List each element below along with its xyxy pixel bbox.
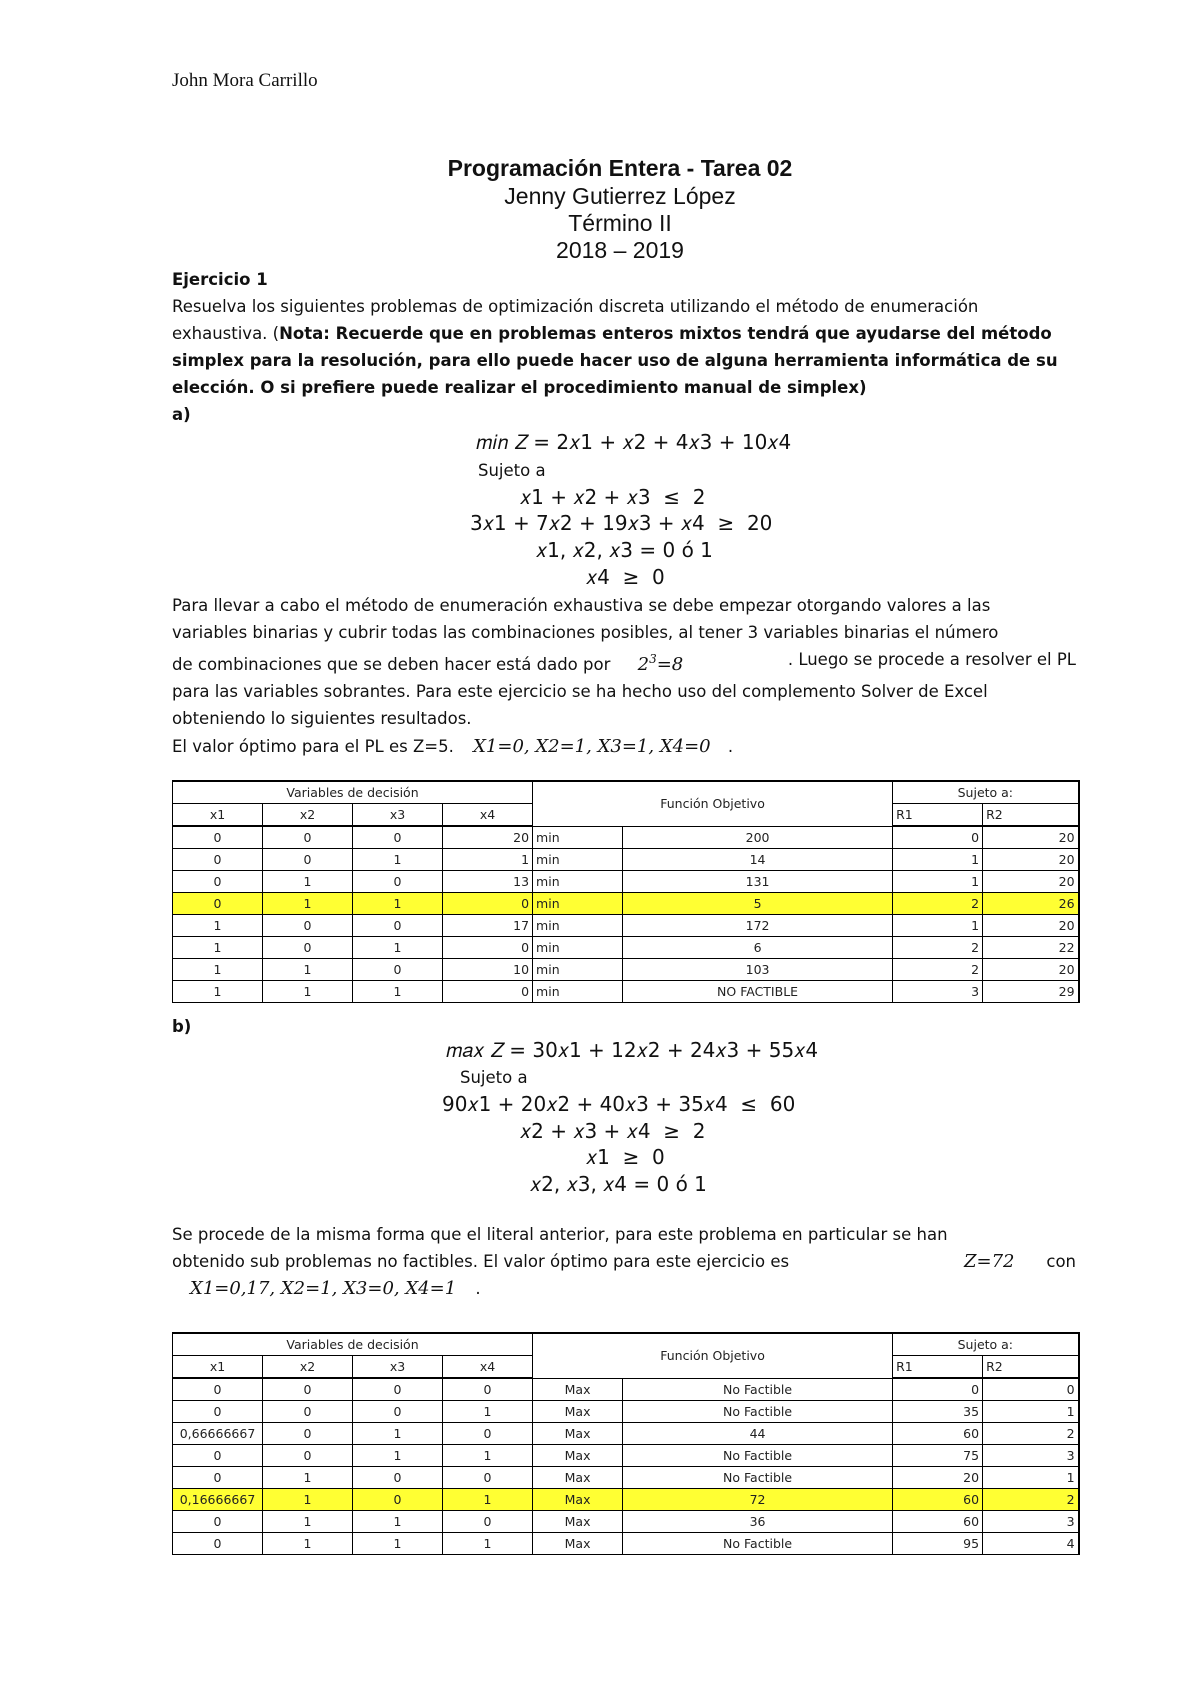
cell-sense: min [533,937,623,959]
cell-sense: Max [533,1467,623,1489]
cell-x4: 0 [443,1378,533,1401]
results-table-b [172,1332,1080,1555]
header-subject: Sujeto a: [893,781,1079,804]
table-row [173,1489,1079,1511]
column-header: x2 [263,1356,353,1379]
cell-x1: 1 [173,981,263,1003]
column-header: x3 [353,1356,443,1379]
cell-r1: 35 [893,1401,983,1423]
paragraph-text: obtenido sub problemas no factibles. El valor óptimo para este ejercicio es [172,1252,790,1271]
cell-objective: 14 [623,849,893,871]
cell-x2: 1 [263,959,353,981]
cell-r2: 0 [983,1378,1079,1401]
cell-x2: 1 [263,1533,353,1555]
cell-r1: 0 [893,1378,983,1401]
cell-r1: 60 [893,1489,983,1511]
paragraph-text: con [1046,1252,1076,1271]
cell-x4: 0 [443,981,533,1003]
optimal-solution: 𝑋1=0, 𝑋2=1, 𝑋3=1, 𝑋4=0 [473,736,711,757]
cell-x3: 0 [353,871,443,893]
cell-x1: 0 [173,1401,263,1423]
cell-x2: 1 [263,1467,353,1489]
cell-x3: 0 [353,959,443,981]
cell-r2: 3 [983,1445,1079,1467]
table-row [173,1445,1079,1467]
cell-x1: 0 [173,826,263,849]
model-b-constraint-3: 𝑥1 ≥ 0 [586,1145,665,1169]
cell-r1: 2 [893,893,983,915]
cell-objective: 131 [623,871,893,893]
optimal-z: 𝑍=72 [964,1251,1015,1272]
cell-r2: 2 [983,1423,1079,1445]
cell-x3: 0 [353,826,443,849]
cell-x1: 0 [173,893,263,915]
cell-x4: 10 [443,959,533,981]
column-header: R2 [983,1356,1079,1379]
paragraph-text: . Luego se procede a resolver el PL [787,650,1076,669]
cell-x1: 0,66666667 [173,1423,263,1445]
cell-sense: Max [533,1445,623,1467]
exercise-intro [172,293,1076,401]
cell-x4: 1 [443,1445,533,1467]
cell-x1: 0 [173,1511,263,1533]
cell-r2: 3 [983,1511,1079,1533]
cell-objective: NO FACTIBLE [623,981,893,1003]
cell-x1: 0 [173,849,263,871]
paragraph-text: de combinaciones que se deben hacer está dado por [172,655,611,674]
cell-x4: 1 [443,1489,533,1511]
table-row [173,893,1079,915]
cell-x4: 0 [443,1467,533,1489]
author-name: John Mora Carrillo [172,70,318,91]
cell-x2: 0 [263,1401,353,1423]
paragraph-line [172,646,1076,678]
cell-x1: 0 [173,1533,263,1555]
table-row [173,959,1079,981]
model-a-constraint-2: 3𝑥1 + 7𝑥2 + 19𝑥3 + 𝑥4 ≥ 20 [470,511,773,535]
cell-r2: 4 [983,1533,1079,1555]
cell-sense: Max [533,1423,623,1445]
cell-r1: 1 [893,915,983,937]
cell-x2: 1 [263,1489,353,1511]
cell-r2: 1 [983,1467,1079,1489]
period: . [475,1279,481,1298]
cell-x2: 0 [263,826,353,849]
table-header-row [173,1333,1079,1356]
cell-r1: 0 [893,826,983,849]
cell-x3: 0 [353,1378,443,1401]
paragraph-line: Para llevar a cabo el método de enumeración exhaustiva se debe empezar otorgando valores a las [172,596,991,615]
cell-r1: 75 [893,1445,983,1467]
cell-r1: 1 [893,849,983,871]
cell-x2: 1 [263,981,353,1003]
header-objective: Función Objetivo [533,1333,893,1378]
model-b-constraint-1: 90𝑥1 + 20𝑥2 + 40𝑥3 + 35𝑥4 ≤ 60 [442,1092,796,1116]
cell-x3: 1 [353,1423,443,1445]
cell-x2: 0 [263,1445,353,1467]
method-paragraph [172,592,1076,732]
model-b-subject: Sujeto a [460,1068,528,1087]
cell-sense: Max [533,1511,623,1533]
cell-r2: 20 [983,826,1079,849]
cell-x2: 0 [263,915,353,937]
cell-objective: 72 [623,1489,893,1511]
cell-x1: 0,16666667 [173,1489,263,1511]
cell-x3: 1 [353,937,443,959]
table-row [173,849,1079,871]
cell-r2: 20 [983,849,1079,871]
cell-x3: 1 [353,1445,443,1467]
column-header: R1 [893,1356,983,1379]
cell-x2: 1 [263,871,353,893]
cell-x1: 0 [173,1445,263,1467]
column-header: x4 [443,804,533,827]
cell-r1: 60 [893,1423,983,1445]
years: 2018 – 2019 [556,237,684,263]
cell-sense: min [533,915,623,937]
model-a-constraint-4: 𝑥4 ≥ 0 [586,565,665,589]
cell-r2: 2 [983,1489,1079,1511]
cell-objective: No Factible [623,1533,893,1555]
table-row [173,1423,1079,1445]
cell-objective: 5 [623,893,893,915]
cell-x2: 0 [263,1378,353,1401]
cell-x2: 0 [263,849,353,871]
column-header: x2 [263,804,353,827]
optimal-value-line [172,733,1076,760]
cell-x3: 1 [353,981,443,1003]
header-variables: Variables de decisión [173,1333,533,1356]
cell-x3: 0 [353,915,443,937]
cell-r2: 20 [983,915,1079,937]
optimal-text: El valor óptimo para el PL es Z=5. [172,737,454,756]
cell-x1: 0 [173,871,263,893]
document-title: Programación Entera - Tarea 02 [447,155,793,181]
cell-x1: 1 [173,937,263,959]
cell-objective: 172 [623,915,893,937]
term: Término II [568,210,672,236]
cell-x3: 0 [353,1467,443,1489]
results-table-a [172,780,1080,1003]
column-header: x1 [173,1356,263,1379]
table-row [173,826,1079,849]
cell-x4: 1 [443,1533,533,1555]
cell-x2: 0 [263,1423,353,1445]
model-a-constraint-1: 𝑥1 + 𝑥2 + 𝑥3 ≤ 2 [520,485,706,509]
model-b-objective: 𝑚𝑎𝑥 𝑍 = 30𝑥1 + 12𝑥2 + 24𝑥3 + 55𝑥4 [446,1038,819,1062]
cell-sense: Max [533,1378,623,1401]
cell-x4: 1 [443,1401,533,1423]
cell-r1: 60 [893,1511,983,1533]
cell-sense: min [533,849,623,871]
cell-sense: min [533,959,623,981]
cell-objective: 6 [623,937,893,959]
paragraph-line: variables binarias y cubrir todas las combinaciones posibles, al tener 3 variables binarias el número [172,623,999,642]
cell-x3: 1 [353,1511,443,1533]
cell-r2: 20 [983,959,1079,981]
cell-sense: min [533,981,623,1003]
cell-objective: 44 [623,1423,893,1445]
model-b-constraint-2: 𝑥2 + 𝑥3 + 𝑥4 ≥ 2 [520,1119,706,1143]
table-row [173,871,1079,893]
paragraph-line [172,1248,1076,1275]
cell-x4: 0 [443,937,533,959]
paragraph-line [172,1275,1076,1302]
table-row [173,915,1079,937]
cell-objective: No Factible [623,1401,893,1423]
table-header-row [173,781,1079,804]
cell-r2: 20 [983,871,1079,893]
cell-r1: 2 [893,937,983,959]
column-header: x1 [173,804,263,827]
results-paragraph-b [172,1221,1076,1302]
cell-r1: 2 [893,959,983,981]
table-row [173,981,1079,1003]
cell-sense: Max [533,1489,623,1511]
cell-x3: 0 [353,1489,443,1511]
paragraph-line: para las variables sobrantes. Para este ejercicio se ha hecho uso del complemento Solver de Excel [172,682,988,701]
cell-x2: 0 [263,937,353,959]
cell-x4: 0 [443,1423,533,1445]
cell-x4: 13 [443,871,533,893]
cell-r2: 22 [983,937,1079,959]
column-header: R1 [893,804,983,827]
cell-objective: 103 [623,959,893,981]
cell-sense: min [533,893,623,915]
cell-objective: 36 [623,1511,893,1533]
cell-r1: 95 [893,1533,983,1555]
cell-x4: 1 [443,849,533,871]
intro-note: Nota: Recuerde que en problemas enteros mixtos tendrá que ayudarse del método simplex para la resolución, para ello puede hacer uso de alguna herramienta informática de su elección. O si prefiere puede realizar el procedimiento manual de simplex) [172,324,1058,397]
header-objective: Función Objetivo [533,781,893,826]
header-variables: Variables de decisión [173,781,533,804]
cell-r2: 26 [983,893,1079,915]
cell-x4: 0 [443,893,533,915]
cell-objective: No Factible [623,1445,893,1467]
cell-x2: 1 [263,1511,353,1533]
cell-x1: 0 [173,1467,263,1489]
cell-x3: 1 [353,1533,443,1555]
column-header: R2 [983,804,1079,827]
cell-x4: 0 [443,1511,533,1533]
table-row [173,1533,1079,1555]
cell-x3: 1 [353,849,443,871]
model-a-objective: 𝑚𝑖𝑛 𝑍 = 2𝑥1 + 𝑥2 + 4𝑥3 + 10𝑥4 [476,430,792,454]
combinations-formula: $2^3=8$ [637,652,684,675]
cell-objective: No Factible [623,1378,893,1401]
cell-x1: 1 [173,959,263,981]
cell-x1: 1 [173,915,263,937]
cell-r1: 20 [893,1467,983,1489]
cell-sense: Max [533,1401,623,1423]
cell-r1: 1 [893,871,983,893]
cell-x2: 1 [263,893,353,915]
header-subject: Sujeto a: [893,1333,1079,1356]
cell-objective: 200 [623,826,893,849]
paragraph-line: Se procede de la misma forma que el literal anterior, para este problema en particular se han [172,1225,948,1244]
cell-sense: min [533,826,623,849]
column-header: x4 [443,1356,533,1379]
cell-r1: 3 [893,981,983,1003]
table-row [173,1401,1079,1423]
part-a-label: a) [172,405,191,424]
cell-sense: min [533,871,623,893]
cell-x4: 20 [443,826,533,849]
model-a-constraint-3: 𝑥1, 𝑥2, 𝑥3 = 0 ó 1 [536,538,713,562]
table-row [173,1378,1079,1401]
cell-sense: Max [533,1533,623,1555]
part-b-label: b) [172,1017,192,1036]
column-header: x3 [353,804,443,827]
cell-x1: 0 [173,1378,263,1401]
paragraph-line: obteniendo lo siguientes resultados. [172,709,472,728]
cell-x3: 1 [353,893,443,915]
model-b-constraint-4: 𝑥2, 𝑥3, 𝑥4 = 0 ó 1 [530,1172,707,1196]
table-row [173,1511,1079,1533]
cell-x4: 17 [443,915,533,937]
table-row [173,937,1079,959]
exercise-heading: Ejercicio 1 [172,270,268,289]
cell-r2: 29 [983,981,1079,1003]
period: . [727,737,734,756]
teacher-name: Jenny Gutierrez López [504,183,736,209]
model-a-subject: Sujeto a [478,461,546,480]
cell-x3: 0 [353,1401,443,1423]
intro-normal: Resuelva los siguientes problemas de optimización discreta utilizando el método de enumeración exhaustiva. ( [172,297,979,343]
optimal-solution-b: 𝑋1=0,17, 𝑋2=1, 𝑋3=0, 𝑋4=1 [190,1278,457,1299]
table-row [173,1467,1079,1489]
cell-objective: No Factible [623,1467,893,1489]
cell-r2: 1 [983,1401,1079,1423]
